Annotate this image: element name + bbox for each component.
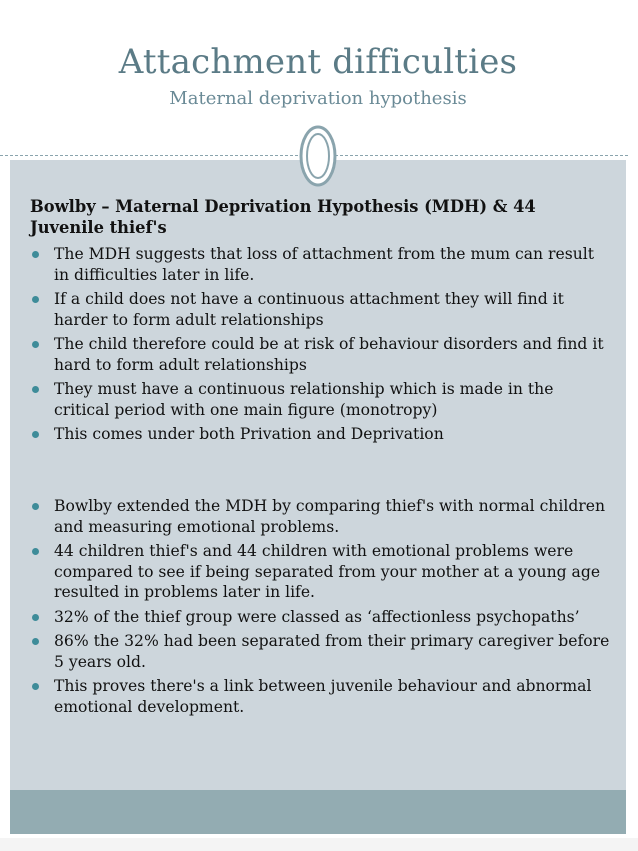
round-bullet-icon [32, 386, 39, 393]
list-item-text: The MDH suggests that loss of attachment from the mum can result in difficulties later in life. [54, 245, 595, 284]
list-item-text: They must have a continuous relationship which is made in the critical period with one main figure (monotropy) [54, 380, 554, 419]
round-bullet-icon [32, 683, 39, 690]
oval-ring-ornament-icon [298, 124, 338, 188]
list-item [30, 244, 610, 285]
list-item [30, 631, 610, 672]
bullet-list-2 [30, 496, 610, 721]
round-bullet-icon [32, 503, 39, 510]
round-bullet-icon [32, 614, 39, 621]
list-item [30, 289, 610, 330]
footer-band [10, 790, 626, 834]
round-bullet-icon [32, 638, 39, 645]
list-item [30, 607, 610, 628]
bottom-strip [0, 838, 638, 851]
list-item-text: 32% of the thief group were classed as ‘affectionless psychopaths’ [54, 607, 580, 626]
content-heading: Bowlby – Maternal Deprivation Hypothesis (MDH) & 44 Juvenile thief's [30, 197, 536, 237]
list-item-text: Bowlby extended the MDH by comparing thief's with normal children and measuring emotional problems. [54, 497, 606, 536]
list-item [30, 676, 610, 717]
list-item-text: If a child does not have a continuous attachment they will find it harder to form adult relationships [54, 290, 564, 329]
bullet-list-1 [30, 244, 610, 449]
list-item-text: 44 children thief's and 44 children with emotional problems were compared to see if being separated from your mother at a young age resulted in problems later in life. [54, 542, 601, 601]
round-bullet-icon [32, 431, 39, 438]
list-item-text: The child therefore could be at risk of behaviour disorders and find it hard to form adult relationships [54, 335, 604, 374]
slide-title: Attachment difficulties [118, 42, 518, 82]
list-item [30, 496, 610, 537]
list-item [30, 379, 610, 420]
list-item [30, 424, 610, 445]
round-bullet-icon [32, 341, 39, 348]
round-bullet-icon [32, 548, 39, 555]
list-item [30, 334, 610, 375]
list-item-text: This comes under both Privation and Deprivation [54, 425, 444, 443]
content-panel [10, 160, 626, 790]
list-item [30, 541, 610, 603]
round-bullet-icon [32, 296, 39, 303]
list-item-text: This proves there's a link between juvenile behaviour and abnormal emotional development. [54, 677, 592, 716]
slide-subtitle: Maternal deprivation hypothesis [169, 88, 467, 109]
round-bullet-icon [32, 251, 39, 258]
list-item-text: 86% the 32% had been separated from their primary caregiver before 5 years old. [54, 632, 610, 671]
